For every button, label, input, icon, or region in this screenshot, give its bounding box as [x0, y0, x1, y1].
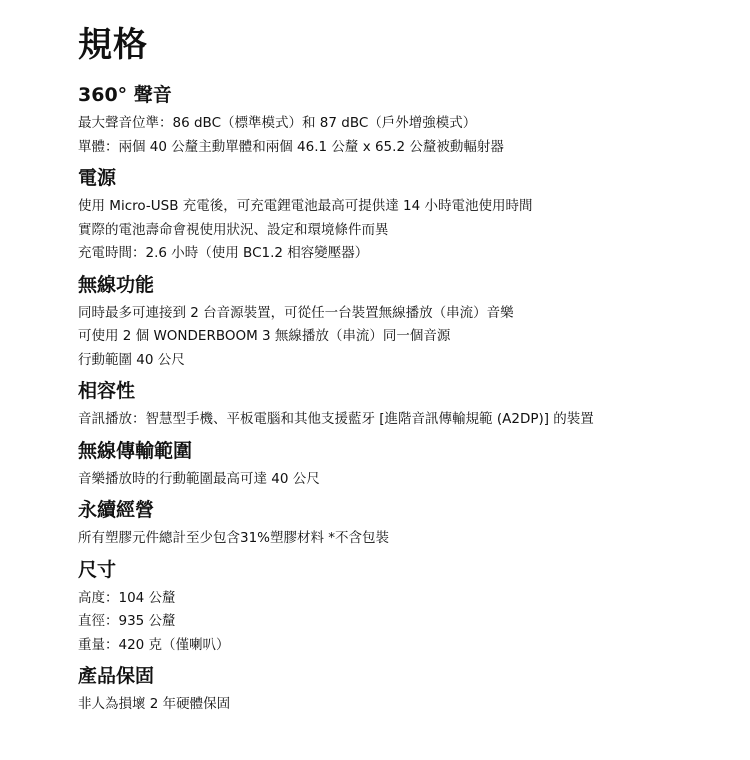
specs-page [78, 22, 740, 717]
section-compatibility [78, 378, 740, 432]
spec-line: 實際的電池壽命會視使用狀況、設定和環境條件而異 [78, 221, 389, 238]
section-dimensions [78, 557, 740, 658]
spec-line: 充電時間：2.6 小時（使用 BC1.2 相容變壓器） [78, 245, 369, 261]
section-heading: 無線傳輸範圍 [78, 439, 193, 462]
spec-line: 音樂播放時的行動範圍最高可達 40 公尺 [78, 470, 320, 487]
spec-line: 直徑：935 公釐 [78, 613, 176, 629]
spec-line: 可使用 2 個 WONDERBOOM 3 無線播放（串流）同一個音源 [78, 328, 451, 344]
spec-line: 音訊播放：智慧型手機、平板電腦和其他支援藍牙 [進階音訊傳輸規範 (A2DP)] 的裝置 [78, 411, 594, 427]
section-power [78, 165, 740, 266]
section-sustainability [78, 497, 740, 551]
section-warranty [78, 663, 740, 717]
section-heading: 電源 [78, 167, 117, 189]
spec-line: 重量：420 克（僅喇叭） [78, 636, 230, 653]
section-360-sound [78, 82, 740, 159]
section-heading: 尺寸 [78, 558, 117, 581]
section-heading: 永續經營 [78, 499, 155, 521]
spec-line: 所有塑膠元件總計至少包含31%塑膠材料 *不含包裝 [78, 530, 390, 546]
section-wireless [78, 272, 740, 373]
section-heading: 相容性 [78, 380, 136, 402]
spec-line: 使用 Micro-USB 充電後，可充電鋰電池最高可提供達 14 小時電池使用時間 [78, 198, 533, 214]
spec-line: 同時最多可連接到 2 台音源裝置，可從任一台裝置無線播放（串流）音樂 [78, 304, 514, 321]
spec-line: 高度：104 公釐 [78, 589, 176, 606]
section-heading: 產品保固 [78, 665, 155, 687]
section-heading: 360° 聲音 [78, 84, 172, 106]
spec-line: 最大聲音位準：86 dBC（標準模式）和 87 dBC（戶外增強模式） [78, 115, 477, 131]
section-heading: 無線功能 [78, 273, 155, 296]
page-title: 規格 [78, 25, 148, 65]
spec-line: 單體：兩個 40 公釐主動單體和兩個 46.1 公釐 x 65.2 公釐被動輻射器 [78, 138, 504, 155]
spec-line: 非人為損壞 2 年硬體保固 [78, 696, 231, 712]
section-wireless-range [78, 438, 740, 492]
spec-line: 行動範圍 40 公尺 [78, 351, 185, 368]
